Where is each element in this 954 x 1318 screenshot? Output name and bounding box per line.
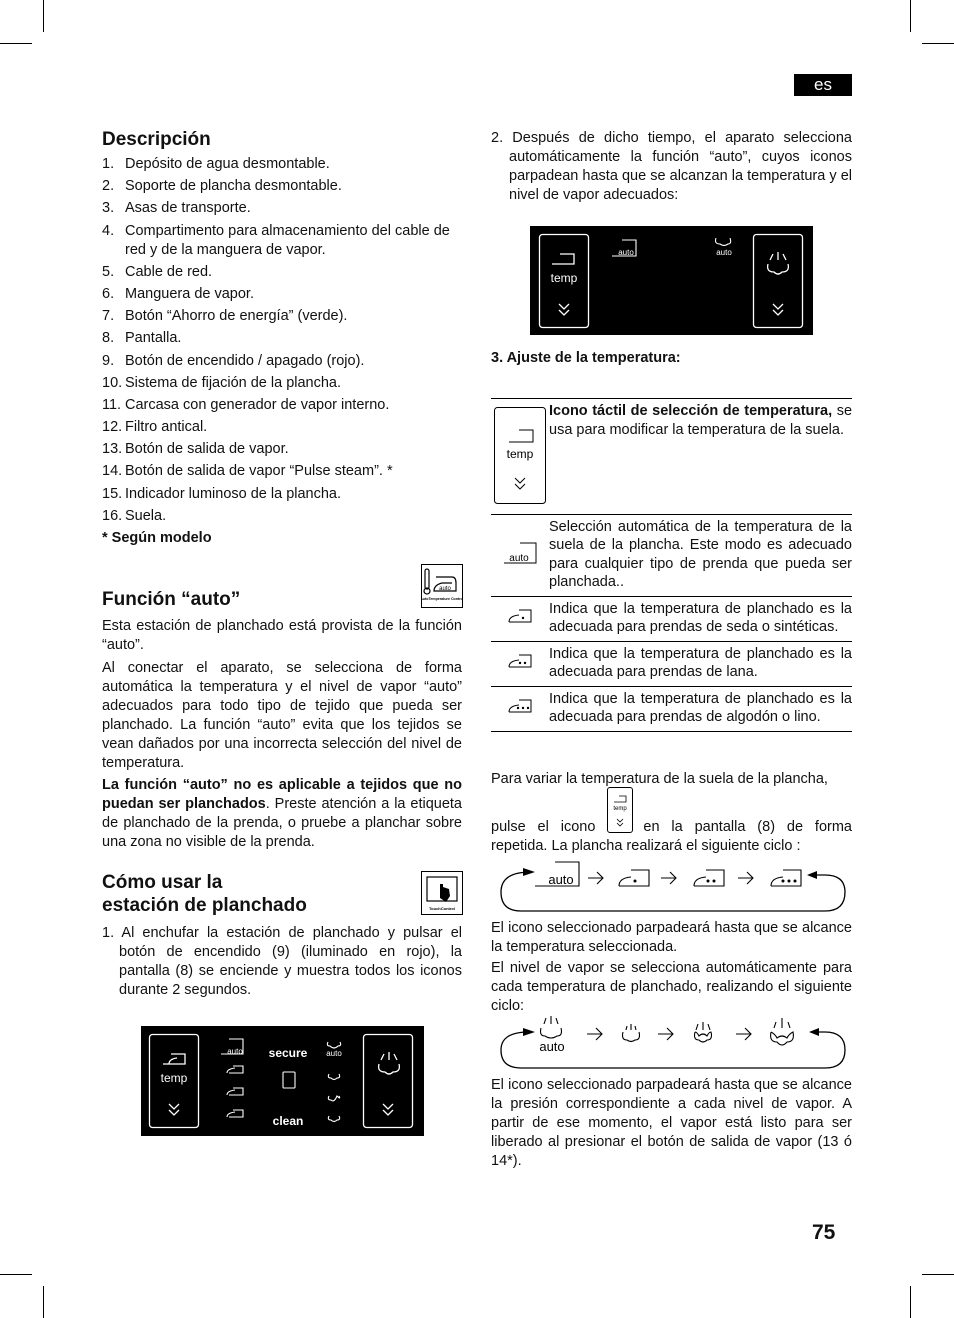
table-row [491,686,852,731]
display-temp-label: temp [160,1071,188,1085]
row1-text: se usa para modificar la temperatura de la suela. [549,403,853,438]
auto-icon-text: auto [439,586,451,592]
list-item-number: 10. [102,374,123,391]
list-item-number: 15. [102,485,123,502]
cycle-auto-label: auto [548,872,574,887]
como-usar-section [102,871,462,917]
list-item-number: 2. [102,178,115,195]
como-usar-title-1: Cómo usar la [102,872,223,893]
list-item-number: 9. [102,352,115,369]
touch-control-icon [421,871,463,915]
iron-three-dots-icon [505,694,535,716]
list-item-text: Botón “Ahorro de energía” (verde). [125,308,348,325]
list-item [102,199,462,218]
blink-steam: El icono seleccionado parpadeará hasta que se alcance la presión correspondiente a cada nivel de vapor. A partir de ese momento, el vapor está listo para ser liberado al presionar el botón de salida de vapor (13 ó 14*). [491,1077,852,1169]
steam-cycle-auto-label: auto [539,1039,565,1054]
step1-text: 1. Al enchufar la estación de planchado y pulsar el botón de encendido (9) (iluminado en rojo), la pantalla (8) se enciende y muestra todos los iconos durante 2 segundos. [102,925,462,998]
display2-auto-iron: auto [618,248,634,257]
display-auto-iron: auto [227,1047,243,1056]
blink-steam-text [491,1076,852,1171]
temperature-table [491,398,852,732]
list-item-number: 14. [102,463,123,480]
funcion-auto-p3 [102,776,462,852]
table-temp-label: temp [506,447,534,461]
list-item [102,396,462,415]
list-item-text: Soporte de plancha desmontable. [125,178,342,195]
list-item [102,440,462,459]
auto-iron-icon [500,537,540,567]
step2-text: 2. Después de dicho tiempo, el aparato selecciona automáticamente la función “auto”, cuyos iconos parpadean hasta que se alcanzan la temperatura y el nivel de vapor adecuados: [491,130,852,203]
list-item-text: Pantalla. [125,330,182,347]
table-auto-label: auto [509,552,529,564]
display2-auto-steam: auto [716,248,732,257]
table-row [491,596,852,641]
list-item-number: 4. [102,222,115,239]
display-auto-steam: auto [326,1049,342,1058]
list-item-text: Indicador luminoso de la plancha. [125,485,342,502]
auto-temperature-icon [421,564,463,608]
list-item-text: Botón de salida de vapor “Pulse steam”. * [125,463,393,480]
variar-text-2 [491,818,852,856]
list-item [102,222,462,260]
steam-cycle-diagram [495,1014,850,1077]
list-item-number: 12. [102,419,123,436]
ajuste-title: 3. Ajuste de la temperatura: [491,350,681,366]
como-usar-step2 [491,129,852,205]
crop-mark [910,1286,911,1318]
display-all-icons [141,1026,424,1136]
como-usar-title-2: estación de planchado [102,895,307,916]
list-item-text: Manguera de vapor. [125,285,254,302]
crop-mark [922,43,954,44]
list-item [102,307,462,326]
list-item-number: 5. [102,263,115,280]
list-item-number: 1. [102,156,115,172]
iron-two-dots-icon [505,649,535,671]
temperature-cycle-diagram [495,858,850,919]
crop-mark [43,1286,44,1318]
list-item-number: 11. [102,396,122,413]
list-item-text: Filtro antical. [125,419,208,436]
crop-mark [0,1274,32,1275]
funcion-auto-p1: Esta estación de planchado está provista de la función “auto”. [102,618,462,653]
funcion-auto-title: Función “auto” [102,589,241,610]
list-item-number: 3. [102,200,115,217]
funcion-auto-body [102,617,462,852]
table-row [491,641,852,686]
descripcion-list [102,155,462,526]
funcion-auto-section [102,588,462,611]
list-item-text: Cable de red. [125,263,213,280]
list-item [102,155,462,174]
variar-line1: Para variar la temperatura de la suela de la plancha, [491,771,828,787]
funcion-auto-p3-rest: . Preste atención a la etiqueta de planchado de la prenda, o pruebe a planchar sobre una zona no visible de la prenda. [102,796,462,850]
variar-text [491,770,852,789]
iron-one-dot-icon [505,604,535,626]
row3-text: Indica que la temperatura de planchado es la adecuada para prendas de seda o sintéticas. [549,600,852,635]
list-item-text: Asas de transporte. [125,200,251,217]
list-item-text: Compartimento para almacenamiento del cable de red y de la manguera de vapor. [125,222,450,258]
variar-line2a: pulse el icono [491,819,596,835]
list-item [102,374,462,393]
list-item-text: Botón de salida de vapor. [125,441,289,458]
blink-temp: El icono seleccionado parpadeará hasta que se alcance la temperatura seleccionada. [491,920,852,955]
row2-text: Selección automática de la temperatura de la suela de la plancha. Este modo es adecuado para cualquier tipo de prenda que pueda ser planchada.. [549,518,852,590]
list-item-text: Botón de encendido / apagado (rojo). [125,352,365,369]
touch-icon-caption: TouchControl [429,906,455,911]
page-number: 75 [812,1221,836,1244]
display-auto-mode [530,226,813,335]
list-item [102,263,462,282]
language-tag: es [794,74,852,96]
variar-line2b: en la pantalla (8) de forma repetida. La plancha realizará el siguiente ciclo : [491,819,853,854]
list-item [102,285,462,304]
funcion-auto-p2: Al conectar el aparato, se selecciona de forma automática la temperatura y el nivel de vapor “auto” adecuados para todo tipo de tejido que pueda ser planchado. La función “auto” evita que los tejidos se vean dañados por una incorrecta selección del nivel de temperatura. [102,660,462,771]
row4-text: Indica que la temperatura de planchado es la adecuada para prendas de lana. [549,645,852,680]
row5-text: Indica que la temperatura de planchado es la adecuada para prendas de algodón o lino. [549,690,852,725]
list-item [102,485,462,504]
list-item [102,507,462,526]
descripcion-title: Descripción [102,129,211,150]
crop-mark [910,0,911,32]
list-item [102,462,462,481]
inline-temp-label: temp [613,806,627,812]
list-item-text: Depósito de agua desmontable. [125,156,330,172]
crop-mark [0,43,32,44]
blink-temp-text [491,919,852,1016]
row1-bold: Icono táctil de selección de temperatura, [549,403,833,419]
list-item [102,352,462,371]
display-secure-label: secure [268,1046,308,1060]
display-clean-label: clean [272,1114,304,1128]
list-item-number: 7. [102,308,115,325]
list-item-text: Suela. [125,507,167,524]
steam-level: El nivel de vapor se selecciona automáticamente para cada temperatura de planchado, realizando el siguiente ciclo: [491,960,852,1014]
list-item-number: 13. [102,441,123,458]
list-item [102,177,462,196]
footnote: * Según modelo [102,530,212,546]
como-usar-step1 [102,924,462,1000]
table-row [491,399,852,515]
descripcion-section [102,128,462,548]
ajuste-section [491,349,852,368]
display2-temp-label: temp [550,271,578,285]
list-item-number: 6. [102,285,115,302]
list-item [102,329,462,348]
table-row [491,514,852,596]
funcion-auto-warning: La función “auto” no es aplicable a tejidos que no puedan ser planchados [102,777,462,812]
crop-mark [43,0,44,32]
list-item [102,418,462,437]
list-item-number: 8. [102,330,115,347]
list-item-text: Sistema de fijación de la plancha. [125,374,342,391]
crop-mark [922,1274,954,1275]
temp-touch-icon [493,402,547,504]
list-item-number: 16. [102,507,123,524]
list-item-text: Carcasa con generador de vapor interno. [125,396,390,413]
auto-icon-caption: AutoTemperature Control [422,597,462,601]
